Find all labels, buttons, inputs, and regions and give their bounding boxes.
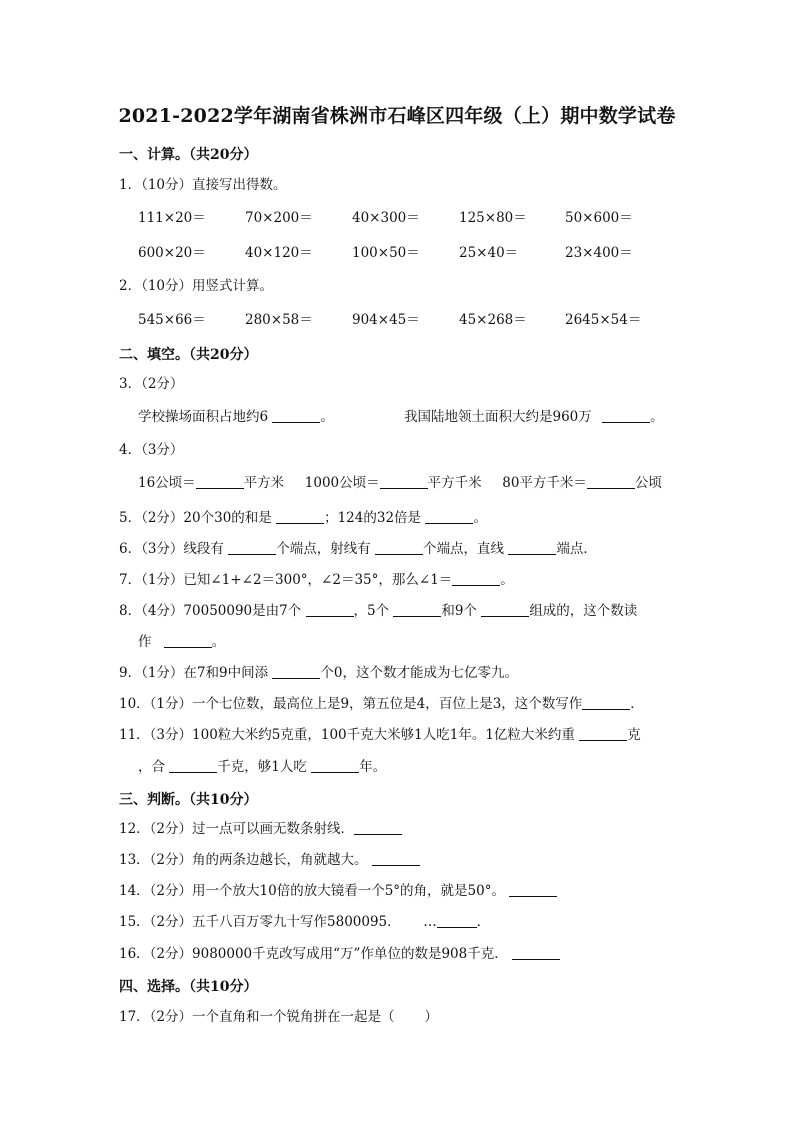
question-5: 5．（2分）20个30的和是 ；124的32倍是 。 xyxy=(119,510,487,526)
calc-item: 904×45＝ xyxy=(352,312,420,328)
calc-row xyxy=(0,310,794,330)
calc-item: 600×20＝ xyxy=(138,245,206,261)
question-1-header: 1．（10分）直接写出得数。 xyxy=(119,177,287,193)
question-3-part-b: 我国陆地领土面积大约是960万 。 xyxy=(404,409,664,425)
question-15: 15．（2分）五千八百万零九十写作5800095． … ． xyxy=(119,914,491,930)
calc-item: 40×120＝ xyxy=(245,245,313,261)
answer-blank[interactable] xyxy=(228,540,276,555)
calc-item: 545×66＝ xyxy=(138,312,206,328)
calc-item: 23×400＝ xyxy=(565,245,633,261)
question-8: 8．（4分）70050090是由7个 ，5个 和9个 组成的，这个数读 xyxy=(119,603,638,619)
calc-item: 40×300＝ xyxy=(352,210,420,226)
calc-item: 125×80＝ xyxy=(459,210,527,226)
answer-blank[interactable] xyxy=(272,408,320,423)
calc-row xyxy=(0,243,794,263)
question-3-header: 3．（2分） xyxy=(119,376,184,392)
question-17: 17．（2分）一个直角和一个锐角拼在一起是（ ） xyxy=(119,1009,439,1025)
question-8-continued: 作 。 xyxy=(138,634,226,650)
answer-blank[interactable] xyxy=(354,820,402,835)
calc-item: 111×20＝ xyxy=(138,210,206,226)
calc-item: 100×50＝ xyxy=(352,245,420,261)
answer-blank[interactable] xyxy=(582,695,630,710)
question-10: 10．（1分）一个七位数，最高位上是9，第五位是4，百位上是3，这个数写作 ． xyxy=(119,696,644,712)
answer-blank[interactable] xyxy=(306,602,354,617)
question-7: 7．（1分）已知∠1+∠2＝300°，∠2＝35°，那么∠1＝ 。 xyxy=(119,572,514,588)
section-heading-calculation: 一、计算。（共20分） xyxy=(119,147,258,163)
question-6: 6．（3分）线段有 个端点，射线有 个端点，直线 端点． xyxy=(119,541,597,557)
answer-blank[interactable] xyxy=(481,602,529,617)
answer-blank[interactable] xyxy=(196,474,244,489)
answer-blank[interactable] xyxy=(372,851,420,866)
calc-item: 50×600＝ xyxy=(565,210,633,226)
answer-blank[interactable] xyxy=(276,509,324,524)
answer-blank[interactable] xyxy=(508,540,556,555)
page-title: 2021-2022学年湖南省株洲市石峰区四年级（上）期中数学试卷 xyxy=(118,105,676,127)
calc-item: 2645×54＝ xyxy=(565,312,642,328)
answer-blank[interactable] xyxy=(509,882,557,897)
question-14: 14．（2分）用一个放大10倍的放大镜看一个5°的角，就是50°。 xyxy=(119,881,557,901)
answer-blank[interactable] xyxy=(587,474,635,489)
calc-item: 25×40＝ xyxy=(459,245,519,261)
answer-blank[interactable] xyxy=(437,913,477,928)
answer-blank[interactable] xyxy=(393,602,441,617)
question-2-header: 2．（10分）用竖式计算。 xyxy=(119,278,274,294)
answer-blank[interactable] xyxy=(311,758,359,773)
question-11: 11．（3分）100粒大米约5克重，100千克大米够1人吃1年。1亿粒大米约重 克 xyxy=(119,727,641,743)
calc-item: 45×268＝ xyxy=(459,312,527,328)
answer-blank[interactable] xyxy=(425,509,473,524)
question-4-header: 4．（3分） xyxy=(119,442,184,458)
answer-blank[interactable] xyxy=(602,408,650,423)
question-11-continued: ，合 千克，够1人吃 年。 xyxy=(138,759,387,775)
answer-blank[interactable] xyxy=(169,758,217,773)
question-13: 13．（2分）角的两条边越长，角就越大。 xyxy=(119,850,420,870)
answer-blank[interactable] xyxy=(272,664,320,679)
answer-blank[interactable] xyxy=(452,571,500,586)
answer-blank[interactable] xyxy=(380,474,428,489)
calc-item: 70×200＝ xyxy=(245,210,313,226)
question-3-part-a: 学校操场面积占地约6 。 xyxy=(138,409,334,425)
section-heading-true-false: 三、判断。（共10分） xyxy=(119,792,258,808)
question-4-body: 16公顷＝ 平方米 1000公顷＝ 平方千米 80平方千米＝ 公顷 xyxy=(138,475,662,491)
answer-blank[interactable] xyxy=(375,540,423,555)
question-9: 9．（1分）在7和9中间添 个0，这个数才能成为七亿零九。 xyxy=(119,665,518,681)
section-heading-fill-in: 二、填空。（共20分） xyxy=(119,347,258,363)
calc-item: 280×58＝ xyxy=(245,312,313,328)
answer-blank[interactable] xyxy=(164,633,212,648)
answer-blank[interactable] xyxy=(579,726,627,741)
question-12: 12．（2分）过一点可以画无数条射线． xyxy=(119,819,402,839)
calc-row xyxy=(0,208,794,228)
section-heading-multiple-choice: 四、选择。（共10分） xyxy=(119,979,258,995)
question-16: 16．（2分）9080000千克改写成用“万”作单位的数是908千克． xyxy=(119,944,560,964)
answer-blank[interactable] xyxy=(512,945,560,960)
